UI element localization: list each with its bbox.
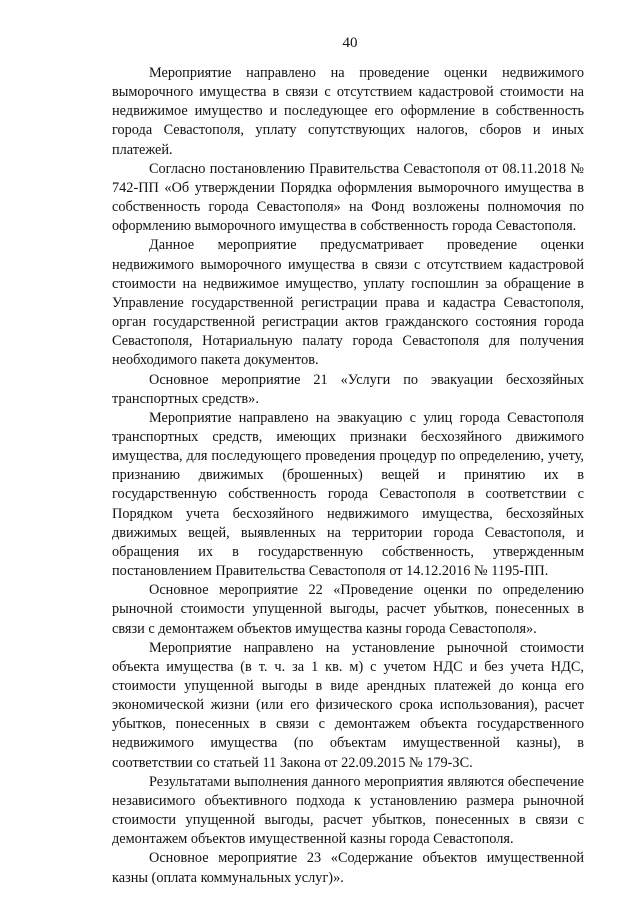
paragraph-market-value-assessment: Мероприятие направлено на установление рыночной стоимости объекта имущества (в т. ч. за 1 кв. м) с учетом НДС и без учета НДС, стоимости упущенной выгоды в виде арендных платежей до конца его экономической жизни (или его физического срока использования), расчет убытков, понесенных в связи с демонтажем объекта государственного недвижимого имущества (по объектам имущественной казны), в соответствии со статьей 11 Закона от 22.09.2015 № 179-ЗС. — [112, 639, 584, 771]
paragraph-main-activity-21: Основное мероприятие 21 «Услуги по эвакуации бесхозяйных транспортных средств». — [112, 371, 584, 407]
paragraph-resolution-742: Согласно постановлению Правительства Севастополя от 08.11.2018 № 742-ПП «Об утверждении Порядка оформления выморочного имущества в собственность города Севастополя» на Фонд возложены полномочия по оформлению выморочного имущества в собственность города Севастополя. — [112, 160, 584, 235]
paragraph-vehicle-evacuation: Мероприятие направлено на эвакуацию с улиц города Севастополя транспортных средств, имеющих признаки бесхозяйного движимого имущества, для последующего проведения процедур по определению, учету, признанию движимых (брошенных) вещей и принятию их в государственную собственность города Севастополя в соответствии с Порядком учета бесхозяйного недвижимого имущества, бесхозяйных движимых вещей, выявленных на территории города Севастополя, и обращения их в государственную собственность, утвержденным постановлением Правительства Севастополя от 14.12.2016 № 1195-ПП. — [112, 409, 584, 580]
paragraph-results: Результатами выполнения данного мероприятия являются обеспечение независимого объективного подхода к установлению размера рыночной стоимости упущенной выгоды, расчет убытков, понесенных в связи с демонтажем объектов имущественной казны города Севастополя. — [112, 773, 584, 848]
page-number: 40 — [342, 35, 358, 51]
paragraph-escheat-activity-details: Данное мероприятие предусматривает проведение оценки недвижимого выморочного имущества в связи с отсутствием кадастровой стоимости на недвижимое имущество, уплату госпошлин за обращение в Управление государственной регистрации права и кадастра Севастополя, орган государственной регистрации актов гражданского состояния города Севастополя, Нотариальную палату города Севастополя для получения необходимого пакета документов. — [112, 237, 584, 369]
paragraph-main-activity-23: Основное мероприятие 23 «Содержание объектов имущественной казны (оплата коммунальных услуг)». — [112, 850, 584, 886]
paragraph-escheat-property-purpose: Мероприятие направлено на проведение оценки недвижимого выморочного имущества в связи с отсутствием кадастровой стоимости на недвижимое имущество и последующее его оформление в собственность города Севастополя, уплату сопутствующих налогов, сборов и иных платежей. — [112, 65, 584, 158]
paragraph-main-activity-22: Основное мероприятие 22 «Проведение оценки по определению рыночной стоимости упущенной выгоды, расчет убытков, понесенных в связи с демонтажем объектов имущества казны города Севастополя». — [112, 582, 584, 637]
